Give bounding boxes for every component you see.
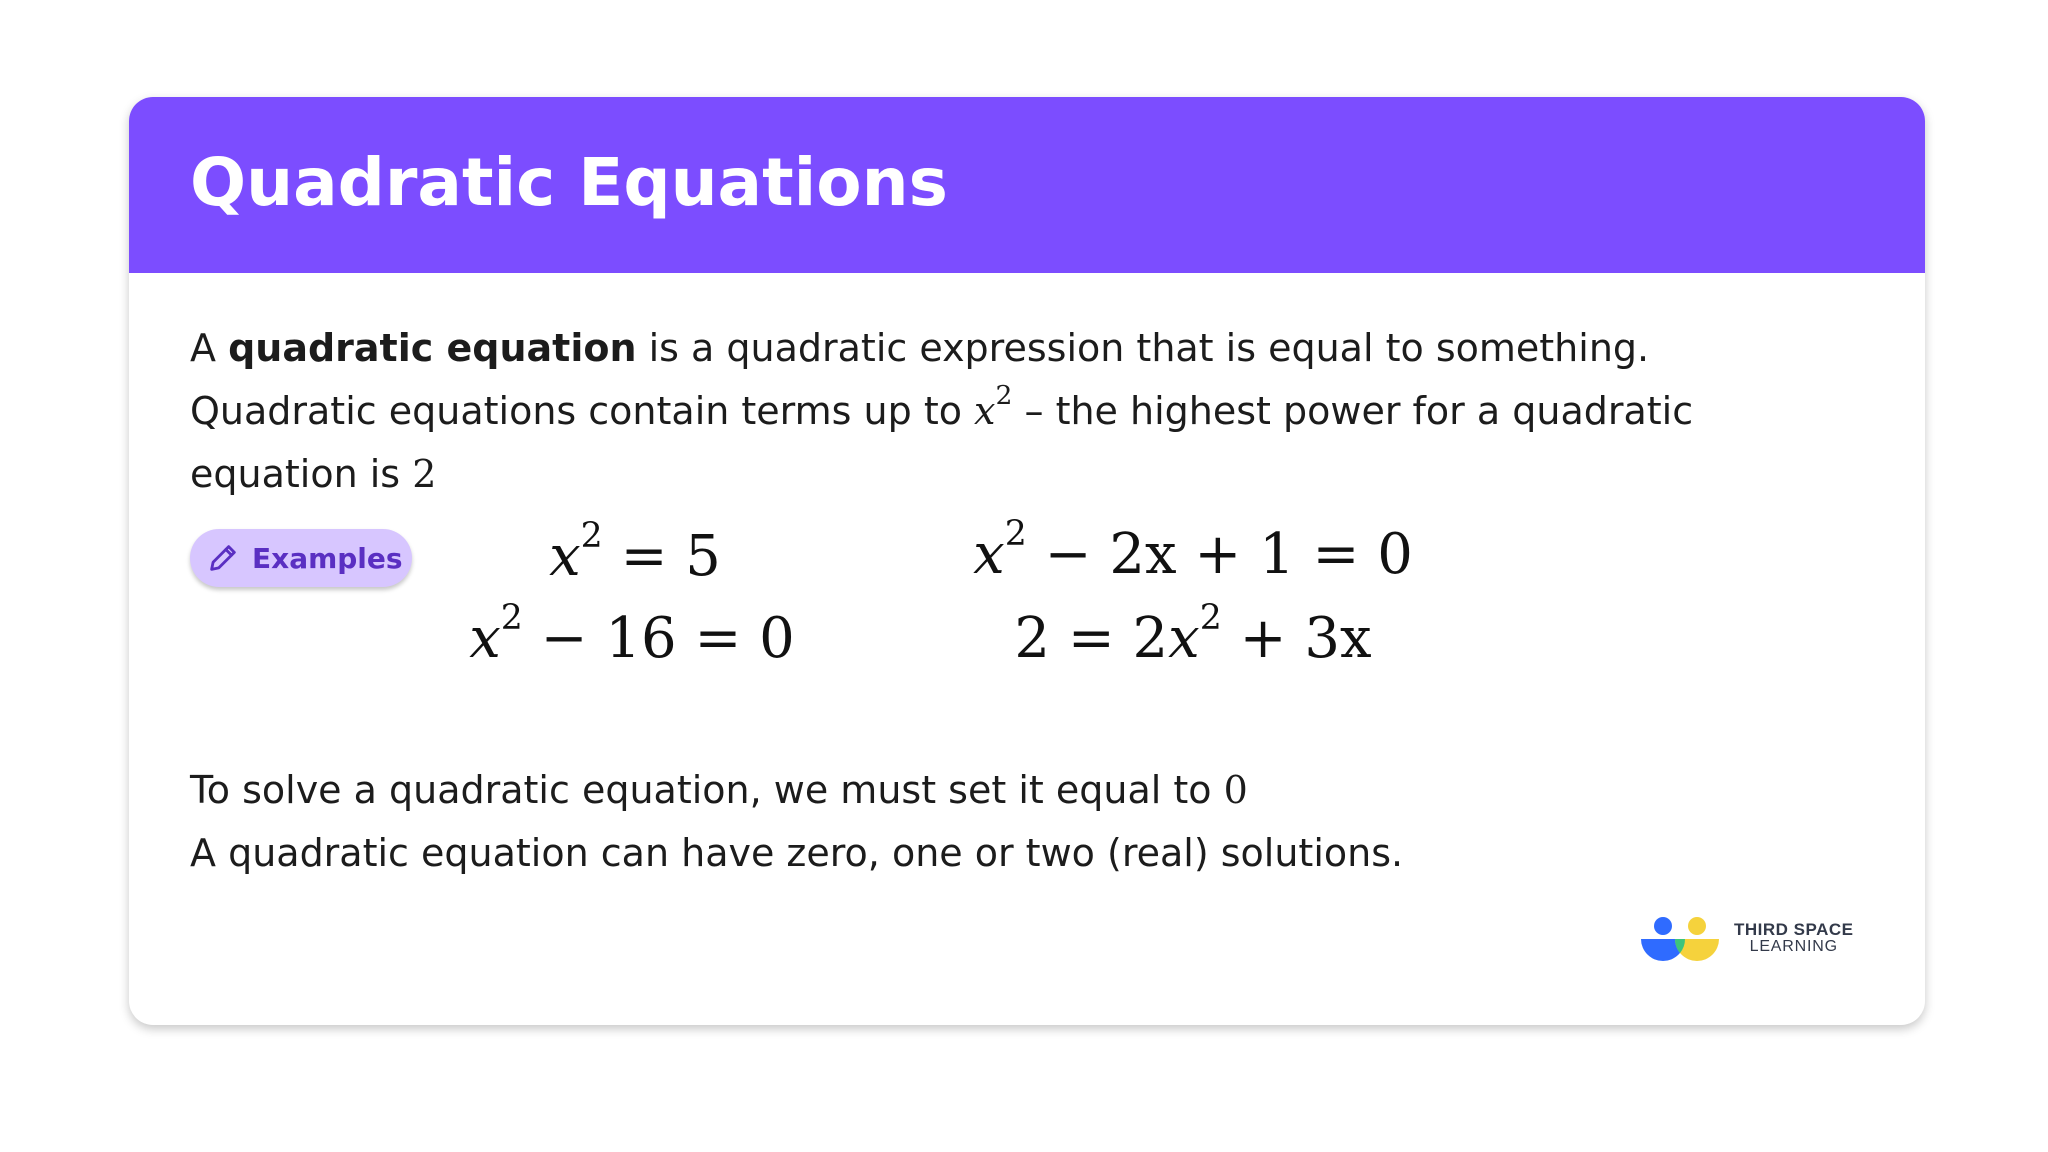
examples-badge-label: Examples [252,541,403,575]
example-equation-2: $x^2 - 2x + 1 = 0$ [973,514,1413,587]
example-equation-1: $x^2 = 5$ [549,516,721,589]
example-equation-4: $2 = 2x^2 + 3x$ [1014,598,1372,671]
intro-math-two: 2 [412,452,437,496]
logo-mark-icon [1639,915,1725,965]
intro-keyword: quadratic equation [228,326,637,370]
card-header [129,97,1925,273]
outro-paragraph [190,759,1880,885]
logo-wordmark: THIRD SPACE LEARNING [1734,920,1854,955]
outro-line2: A quadratic equation can have zero, one or two (real) solutions. [190,831,1404,875]
outro-line1-prefix: To solve a quadratic equation, we must set it equal to [190,768,1224,812]
intro-line3-prefix: equation is [190,452,413,496]
outro-math-zero: 0 [1223,768,1248,812]
intro-line2-suffix: – the highest power for a quadratic [1012,389,1694,433]
examples-badge [190,529,412,587]
page-title: Quadratic Equations [190,144,948,221]
intro-line1-prefix: A [190,326,229,370]
content-card [129,97,1925,1025]
pencil-icon [206,541,240,575]
third-space-learning-logo [1639,909,1879,969]
intro-math-x-squared: $x^2$ [974,380,1013,433]
intro-line2-prefix: Quadratic equations contain terms up to [190,389,975,433]
intro-paragraph [190,317,1880,506]
example-equation-3: $x^2 - 16 = 0$ [469,598,795,671]
intro-line1-suffix: is a quadratic expression that is equal to something. [636,326,1650,370]
